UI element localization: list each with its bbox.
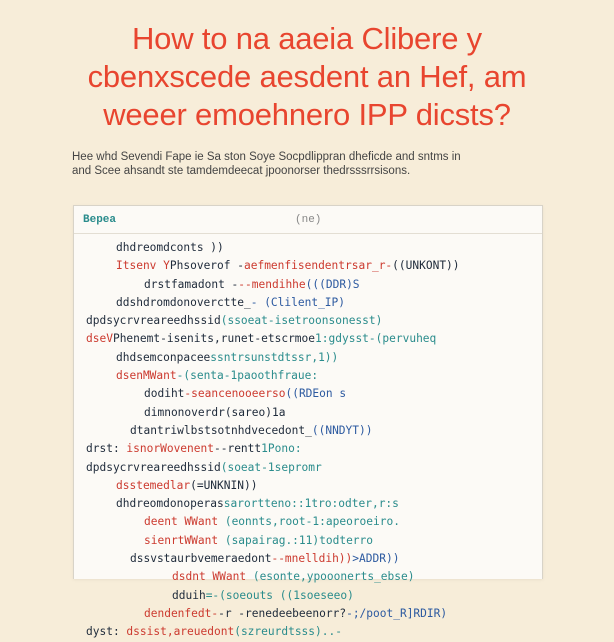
code-token: dsenMWant [116,369,177,383]
code-token: ssntrsunstdtssr,1)) [210,350,339,364]
code-token: dpdsycrvreareedhssid [86,314,221,328]
code-line [74,587,542,605]
code-token: dsdnt WWant [172,570,247,584]
code-token: Phenemt-isenits,runet-etscrmoe [112,332,316,346]
code-token: -(senta-1paoothfraue: [176,369,319,383]
code-line [74,404,542,422]
code-token: 1Pono: [261,442,302,456]
code-block [74,239,542,642]
code-token: ((NNDYT)) [311,423,373,437]
code-line [74,477,542,495]
code-line [74,276,542,294]
code-token: --rentt [213,442,262,456]
code-token: dpdsycrvreareedhssid [86,460,221,474]
code-token: =-(soeouts ((1soeseeo) [205,588,354,602]
code-token: (eonnts,root-1:apeoroeiro. [218,515,400,529]
title-line-3: weeer emoehnero IPP dicsts? [103,97,511,132]
code-line [74,330,542,348]
code-token: (=UNKNIN)) [190,478,258,492]
code-line [74,312,542,330]
code-panel [73,205,543,639]
code-token: -r -renedeebeenorr? [218,606,347,620]
code-line [74,257,542,275]
intro-line-1: Hee whd Sevendi Fape ie Sa ston Soye Socpdlippran dheficde and sntms in [72,151,461,163]
code-token: aefmenfisendentrsar_r- [243,259,393,273]
code-line [74,495,542,513]
code-panel-header [74,206,542,234]
title-line-1: How to na aaeia Clibere y [132,21,482,56]
code-token: (((DDR)S [305,277,360,291]
code-token: (esonte,ypooonerts_ebse) [246,570,415,584]
code-token: dseV [86,332,113,346]
code-token: dodiht [144,387,185,401]
code-token: (szreurdtsss)..- [234,625,342,639]
code-line [74,532,542,550]
code-token: ((UNKONT)) [392,259,460,273]
code-token: Phsoverof - [169,259,244,273]
code-token: --mnelldih)) [271,552,353,566]
code-token: dimnonoverdr(sareo)1a [144,405,286,419]
code-panel-tag: (ne) [295,214,322,226]
intro-line-2: and Scee ahsandt ste tamdemdeecat jpoonorser thedrsssrrsisons. [72,165,411,177]
code-token: dssvstaurbvemeraedont [130,552,272,566]
code-line [74,367,542,385]
code-token: dssist,areuedont [126,625,235,639]
code-token: dtantriwlbstsotnhdvecedont_ [130,423,312,437]
code-token: (soeat-1sepromr [220,460,322,474]
code-token: dduih [172,588,206,602]
code-token: --mendihhe [238,277,306,291]
page-title [20,20,594,134]
code-line [74,440,542,458]
code-token: sarortteno::1tro:odter,r:s [223,497,399,511]
code-line [74,422,542,440]
code-line [74,568,542,586]
code-line [74,459,542,477]
intro-paragraph [72,150,552,178]
code-line [74,605,542,623]
code-line [74,294,542,312]
code-token: dhdsemconpacee [116,350,211,364]
code-token: Itsenv Y [116,259,170,273]
code-token: dendenfedt- [144,606,219,620]
code-token: dhdreomdonoperas [116,497,224,511]
code-token: isnorWovenent [126,442,214,456]
code-token: ddshdromdonoverctte_ [116,295,251,309]
code-token: dhdreomdconts )) [116,241,224,254]
code-token: dsstemedlar [116,478,191,492]
code-token: 1:gdysst-(pervuheq [315,332,437,346]
code-panel-label: Bepea [83,214,117,226]
code-line [74,349,542,367]
code-line [74,239,542,257]
title-line-2: cbenxscede aesdent an Hef, am [87,59,527,94]
code-line [74,623,542,641]
code-token: dyst: [86,625,127,639]
code-line [74,550,542,568]
code-token: ((RDEon s [285,387,347,401]
code-token: >ADDR)) [352,552,400,566]
code-token: drst: [86,442,127,456]
code-token: deent WWant [144,515,219,529]
code-token: -;/poot_R]RDIR) [346,606,448,620]
code-token: (sapairag.:11)todterro [218,533,374,547]
code-token: drstfamadont - [144,277,239,291]
code-token: -seancenooeerso [184,387,286,401]
code-token: (ssoeat-isetroonsonesst) [220,314,383,328]
code-token: sienrtWWant [144,533,219,547]
code-line [74,513,542,531]
code-line [74,385,542,403]
code-token: - (Clilent_IP) [250,295,346,309]
